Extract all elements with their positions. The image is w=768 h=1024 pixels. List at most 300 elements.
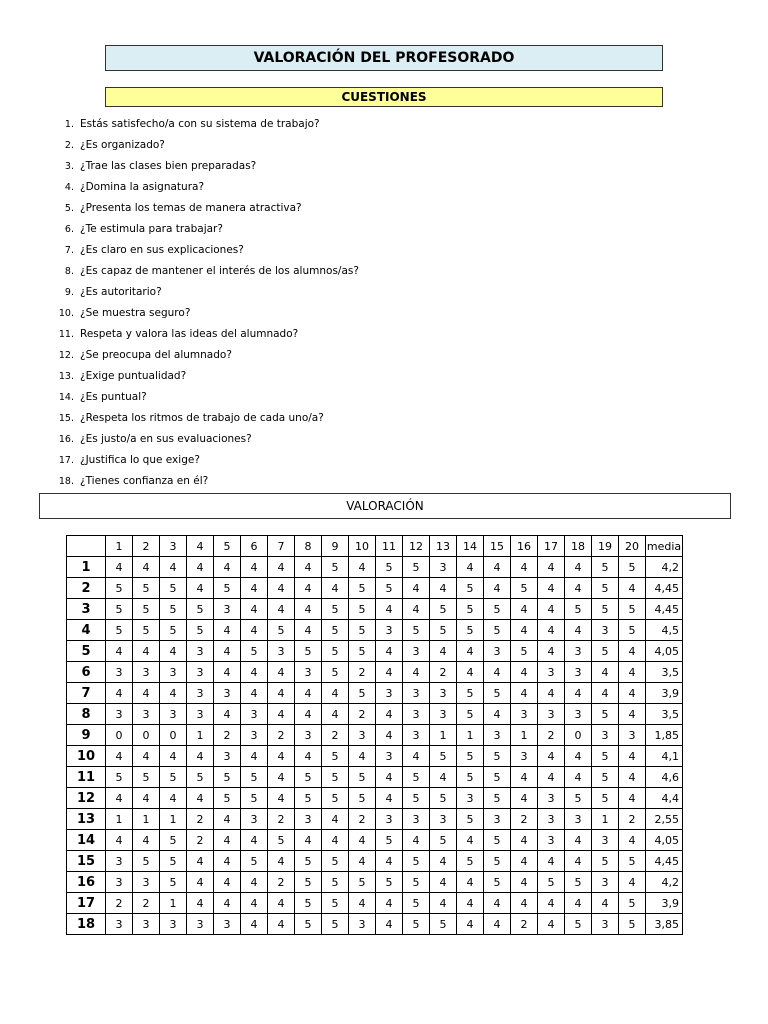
table-cell: 3: [187, 641, 214, 662]
table-cell: 3: [484, 725, 511, 746]
table-row: [67, 725, 683, 746]
table-cell: 3: [133, 662, 160, 683]
table-cell: 3: [268, 641, 295, 662]
table-cell: 4: [268, 578, 295, 599]
table-row: [67, 914, 683, 935]
table-cell: 5: [457, 683, 484, 704]
column-header: 19: [592, 536, 619, 557]
table-cell: 5: [592, 767, 619, 788]
table-cell: 4: [187, 788, 214, 809]
table-cell: 4: [619, 662, 646, 683]
row-header: 9: [67, 725, 106, 746]
table-cell: 4: [214, 662, 241, 683]
table-cell: 3: [376, 620, 403, 641]
table-cell: 5: [457, 704, 484, 725]
table-cell: 4: [295, 578, 322, 599]
table-cell: 3: [241, 809, 268, 830]
table-cell: 2: [268, 809, 295, 830]
table-cell: 5: [430, 914, 457, 935]
table-cell: 4: [430, 851, 457, 872]
table-cell: 4: [349, 830, 376, 851]
table-cell: 2: [349, 809, 376, 830]
table-cell: 5: [349, 872, 376, 893]
table-cell: 4: [376, 725, 403, 746]
table-cell: 5: [160, 620, 187, 641]
table-cell: 3: [241, 725, 268, 746]
row-header: 12: [67, 788, 106, 809]
table-cell: 5: [214, 767, 241, 788]
question-item: [40, 135, 640, 156]
table-cell: 4: [457, 872, 484, 893]
table-cell: 0: [565, 725, 592, 746]
row-header: 11: [67, 767, 106, 788]
table-cell: 3: [592, 830, 619, 851]
table-cell: 4: [160, 641, 187, 662]
media-cell: 4,45: [646, 599, 683, 620]
table-cell: 4: [322, 578, 349, 599]
table-cell: 5: [322, 872, 349, 893]
table-cell: 5: [457, 599, 484, 620]
table-cell: 4: [241, 914, 268, 935]
table-cell: 5: [241, 788, 268, 809]
table-cell: 4: [106, 788, 133, 809]
table-cell: 3: [403, 704, 430, 725]
table-cell: 4: [619, 788, 646, 809]
table-cell: 4: [376, 767, 403, 788]
table-cell: 4: [511, 599, 538, 620]
table-cell: 5: [295, 788, 322, 809]
table-cell: 4: [376, 599, 403, 620]
column-header: 13: [430, 536, 457, 557]
table-cell: 4: [295, 557, 322, 578]
table-cell: 3: [187, 704, 214, 725]
question-item: [40, 324, 640, 345]
table-cell: 2: [349, 704, 376, 725]
table-cell: 5: [565, 914, 592, 935]
table-cell: 4: [187, 578, 214, 599]
table-cell: 4: [349, 746, 376, 767]
row-header: 10: [67, 746, 106, 767]
table-cell: 4: [268, 767, 295, 788]
table-cell: 4: [241, 872, 268, 893]
table-cell: 5: [484, 620, 511, 641]
table-cell: 5: [619, 557, 646, 578]
table-cell: 4: [565, 893, 592, 914]
table-cell: 4: [268, 683, 295, 704]
table-cell: 4: [160, 557, 187, 578]
table-cell: 5: [160, 578, 187, 599]
table-cell: 3: [106, 872, 133, 893]
table-cell: 5: [619, 914, 646, 935]
column-header: 11: [376, 536, 403, 557]
media-cell: 4,1: [646, 746, 683, 767]
table-cell: 3: [538, 788, 565, 809]
media-cell: 3,9: [646, 683, 683, 704]
table-cell: 4: [295, 599, 322, 620]
table-cell: 3: [457, 788, 484, 809]
table-cell: 5: [322, 851, 349, 872]
question-number: 13.: [58, 371, 74, 382]
table-cell: 4: [538, 746, 565, 767]
table-cell: 3: [484, 641, 511, 662]
table-cell: 1: [592, 809, 619, 830]
table-cell: 5: [349, 683, 376, 704]
question-item: [40, 240, 640, 261]
table-cell: 4: [214, 557, 241, 578]
table-cell: 5: [349, 620, 376, 641]
table-row: [67, 620, 683, 641]
table-cell: 5: [322, 557, 349, 578]
table-cell: 5: [430, 830, 457, 851]
table-cell: 3: [187, 683, 214, 704]
question-number: 8.: [64, 266, 74, 277]
question-text: ¿Domina la asignatura?: [80, 181, 205, 193]
column-header: 17: [538, 536, 565, 557]
table-cell: 5: [160, 767, 187, 788]
row-header: 14: [67, 830, 106, 851]
row-header: 13: [67, 809, 106, 830]
table-cell: 5: [484, 830, 511, 851]
table-cell: 4: [268, 599, 295, 620]
table-cell: 5: [457, 746, 484, 767]
table-cell: 4: [133, 830, 160, 851]
media-cell: 4,2: [646, 557, 683, 578]
table-row: [67, 746, 683, 767]
table-cell: 5: [187, 620, 214, 641]
table-cell: 5: [457, 851, 484, 872]
table-cell: 4: [241, 599, 268, 620]
table-cell: 4: [430, 767, 457, 788]
question-number: 15.: [58, 413, 74, 424]
table-cell: 5: [322, 662, 349, 683]
question-number: 12.: [58, 350, 74, 361]
row-header: 17: [67, 893, 106, 914]
table-cell: 4: [619, 641, 646, 662]
table-cell: 2: [430, 662, 457, 683]
table-cell: 5: [295, 914, 322, 935]
question-item: [40, 303, 640, 324]
table-cell: 2: [187, 830, 214, 851]
table-row: [67, 662, 683, 683]
table-cell: 5: [349, 767, 376, 788]
table-cell: 5: [106, 599, 133, 620]
table-cell: 5: [322, 893, 349, 914]
table-cell: 5: [484, 746, 511, 767]
table-cell: 2: [214, 725, 241, 746]
table-cell: 5: [592, 851, 619, 872]
table-cell: 4: [322, 683, 349, 704]
column-header: 5: [214, 536, 241, 557]
table-row: [67, 788, 683, 809]
table-cell: 3: [565, 662, 592, 683]
table-cell: 4: [511, 788, 538, 809]
table-cell: 2: [322, 725, 349, 746]
table-cell: 3: [538, 704, 565, 725]
table-cell: 5: [565, 872, 592, 893]
table-cell: 5: [133, 767, 160, 788]
column-header: 8: [295, 536, 322, 557]
question-number: 11.: [58, 329, 74, 340]
table-cell: 5: [133, 599, 160, 620]
table-cell: 4: [592, 662, 619, 683]
media-cell: 4,5: [646, 620, 683, 641]
table-cell: 5: [295, 641, 322, 662]
question-text: ¿Tienes confianza en él?: [80, 475, 209, 487]
table-cell: 4: [268, 914, 295, 935]
table-cell: 4: [484, 893, 511, 914]
table-cell: 5: [133, 578, 160, 599]
media-cell: 2,55: [646, 809, 683, 830]
media-cell: 3,5: [646, 662, 683, 683]
table-cell: 5: [457, 809, 484, 830]
table-cell: 4: [295, 830, 322, 851]
table-cell: 4: [565, 746, 592, 767]
table-cell: 3: [592, 914, 619, 935]
table-cell: 4: [538, 914, 565, 935]
table-cell: 5: [268, 830, 295, 851]
table-cell: 3: [403, 725, 430, 746]
table-cell: 4: [538, 557, 565, 578]
table-cell: 2: [511, 809, 538, 830]
table-cell: 3: [430, 704, 457, 725]
table-cell: 5: [457, 620, 484, 641]
table-cell: 3: [214, 599, 241, 620]
question-text: ¿Respeta los ritmos de trabajo de cada uno/a?: [80, 412, 324, 424]
question-text: ¿Es autoritario?: [80, 286, 162, 298]
cuestiones-header: CUESTIONES: [105, 87, 663, 107]
media-cell: 4,6: [646, 767, 683, 788]
question-number: 10.: [58, 308, 74, 319]
table-cell: 2: [106, 893, 133, 914]
question-text: ¿Es capaz de mantener el interés de los alumnos/as?: [80, 265, 359, 277]
media-cell: 4,05: [646, 830, 683, 851]
table-cell: 1: [430, 725, 457, 746]
table-cell: 5: [295, 851, 322, 872]
table-cell: 5: [187, 767, 214, 788]
table-cell: 4: [511, 851, 538, 872]
table-cell: 3: [241, 704, 268, 725]
table-cell: 4: [538, 620, 565, 641]
table-cell: 4: [565, 767, 592, 788]
table-cell: 4: [214, 830, 241, 851]
table-cell: 5: [322, 746, 349, 767]
table-cell: 5: [430, 620, 457, 641]
question-number: 14.: [58, 392, 74, 403]
page-title: VALORACIÓN DEL PROFESORADO: [105, 45, 663, 71]
question-item: [40, 450, 640, 471]
table-cell: 4: [349, 851, 376, 872]
table-cell: 3: [106, 851, 133, 872]
table-cell: 5: [241, 767, 268, 788]
table-cell: 4: [619, 830, 646, 851]
row-header: 15: [67, 851, 106, 872]
table-cell: 2: [268, 725, 295, 746]
table-cell: 1: [133, 809, 160, 830]
table-cell: 5: [160, 872, 187, 893]
table-cell: 5: [484, 599, 511, 620]
table-cell: 4: [241, 620, 268, 641]
table-cell: 4: [376, 851, 403, 872]
table-cell: 5: [619, 599, 646, 620]
table-cell: 4: [457, 641, 484, 662]
table-cell: 2: [538, 725, 565, 746]
table-cell: 5: [133, 620, 160, 641]
question-text: ¿Justifica lo que exige?: [80, 454, 200, 466]
table-cell: 4: [376, 641, 403, 662]
table-cell: 3: [133, 914, 160, 935]
column-header: 2: [133, 536, 160, 557]
table-cell: 5: [565, 788, 592, 809]
column-header: 3: [160, 536, 187, 557]
valoracion-table: [66, 535, 683, 935]
table-cell: 4: [457, 914, 484, 935]
table-cell: 4: [268, 557, 295, 578]
table-cell: 3: [295, 725, 322, 746]
table-cell: 5: [106, 578, 133, 599]
table-cell: 3: [538, 830, 565, 851]
table-cell: 4: [106, 683, 133, 704]
table-cell: 4: [241, 662, 268, 683]
question-number: 2.: [64, 140, 74, 151]
table-cell: 5: [133, 851, 160, 872]
question-text: ¿Es puntual?: [80, 391, 147, 403]
table-row: [67, 683, 683, 704]
table-cell: 5: [619, 620, 646, 641]
table-cell: 5: [403, 767, 430, 788]
table-cell: 5: [619, 893, 646, 914]
question-item: [40, 114, 640, 135]
column-header: 9: [322, 536, 349, 557]
column-header: 12: [403, 536, 430, 557]
row-header: 18: [67, 914, 106, 935]
table-cell: 2: [268, 872, 295, 893]
table-cell: 3: [106, 662, 133, 683]
table-cell: 3: [349, 914, 376, 935]
table-cell: 4: [133, 788, 160, 809]
table-cell: 3: [403, 683, 430, 704]
table-cell: 5: [322, 767, 349, 788]
table-cell: 4: [430, 872, 457, 893]
table-cell: 4: [538, 851, 565, 872]
valoracion-header: VALORACIÓN: [39, 493, 731, 519]
column-header: 7: [268, 536, 295, 557]
table-cell: 4: [268, 746, 295, 767]
table-cell: 4: [511, 872, 538, 893]
table-cell: 5: [484, 851, 511, 872]
table-cell: 3: [349, 725, 376, 746]
table-cell: 3: [538, 809, 565, 830]
table-cell: 5: [403, 557, 430, 578]
question-text: ¿Se muestra seguro?: [80, 307, 191, 319]
table-cell: 4: [511, 830, 538, 851]
table-cell: 3: [592, 620, 619, 641]
table-cell: 4: [511, 620, 538, 641]
table-cell: 4: [592, 893, 619, 914]
table-cell: 4: [538, 641, 565, 662]
table-cell: 5: [592, 641, 619, 662]
table-cell: 2: [511, 914, 538, 935]
table-cell: 4: [322, 830, 349, 851]
table-cell: 5: [457, 767, 484, 788]
table-cell: 5: [619, 851, 646, 872]
question-item: [40, 345, 640, 366]
table-cell: 4: [133, 683, 160, 704]
table-cell: 5: [538, 872, 565, 893]
row-header: 3: [67, 599, 106, 620]
media-cell: 4,45: [646, 851, 683, 872]
column-header: 18: [565, 536, 592, 557]
table-cell: 3: [565, 641, 592, 662]
table-cell: 5: [484, 767, 511, 788]
table-cell: 3: [295, 809, 322, 830]
table-cell: 4: [187, 851, 214, 872]
table-cell: 4: [214, 851, 241, 872]
table-cell: 5: [349, 578, 376, 599]
media-cell: 3,85: [646, 914, 683, 935]
row-header: 1: [67, 557, 106, 578]
table-cell: 5: [349, 788, 376, 809]
table-cell: 5: [241, 641, 268, 662]
table-row: [67, 767, 683, 788]
question-item: [40, 387, 640, 408]
table-row: [67, 578, 683, 599]
table-cell: 4: [349, 893, 376, 914]
table-cell: 5: [187, 599, 214, 620]
table-cell: 4: [457, 662, 484, 683]
table-cell: 5: [457, 578, 484, 599]
table-cell: 3: [538, 662, 565, 683]
table-cell: 3: [376, 809, 403, 830]
table-cell: 3: [187, 914, 214, 935]
media-cell: 4,2: [646, 872, 683, 893]
table-row: [67, 641, 683, 662]
table-cell: 4: [241, 746, 268, 767]
row-header: 2: [67, 578, 106, 599]
media-cell: 4,4: [646, 788, 683, 809]
table-cell: 4: [565, 851, 592, 872]
table-cell: 5: [592, 704, 619, 725]
table-cell: 3: [430, 557, 457, 578]
table-cell: 4: [484, 914, 511, 935]
column-header: 14: [457, 536, 484, 557]
table-cell: 3: [511, 746, 538, 767]
question-item: [40, 198, 640, 219]
column-header: 1: [106, 536, 133, 557]
question-text: ¿Presenta los temas de manera atractiva?: [80, 202, 302, 214]
table-cell: 4: [133, 641, 160, 662]
table-cell: 4: [295, 704, 322, 725]
table-cell: 4: [160, 788, 187, 809]
table-cell: 3: [565, 809, 592, 830]
table-cell: 3: [160, 662, 187, 683]
table-cell: 4: [214, 620, 241, 641]
table-cell: 4: [268, 893, 295, 914]
table-cell: 3: [376, 746, 403, 767]
table-cell: 5: [484, 788, 511, 809]
table-cell: 3: [133, 704, 160, 725]
column-header: 10: [349, 536, 376, 557]
table-cell: 5: [160, 599, 187, 620]
table-cell: 5: [376, 872, 403, 893]
row-header: 6: [67, 662, 106, 683]
table-cell: 5: [403, 872, 430, 893]
table-cell: 4: [214, 872, 241, 893]
question-number: 9.: [64, 287, 74, 298]
table-cell: 3: [214, 914, 241, 935]
table-cell: 3: [511, 704, 538, 725]
media-header: media: [646, 536, 683, 557]
table-cell: 4: [619, 767, 646, 788]
